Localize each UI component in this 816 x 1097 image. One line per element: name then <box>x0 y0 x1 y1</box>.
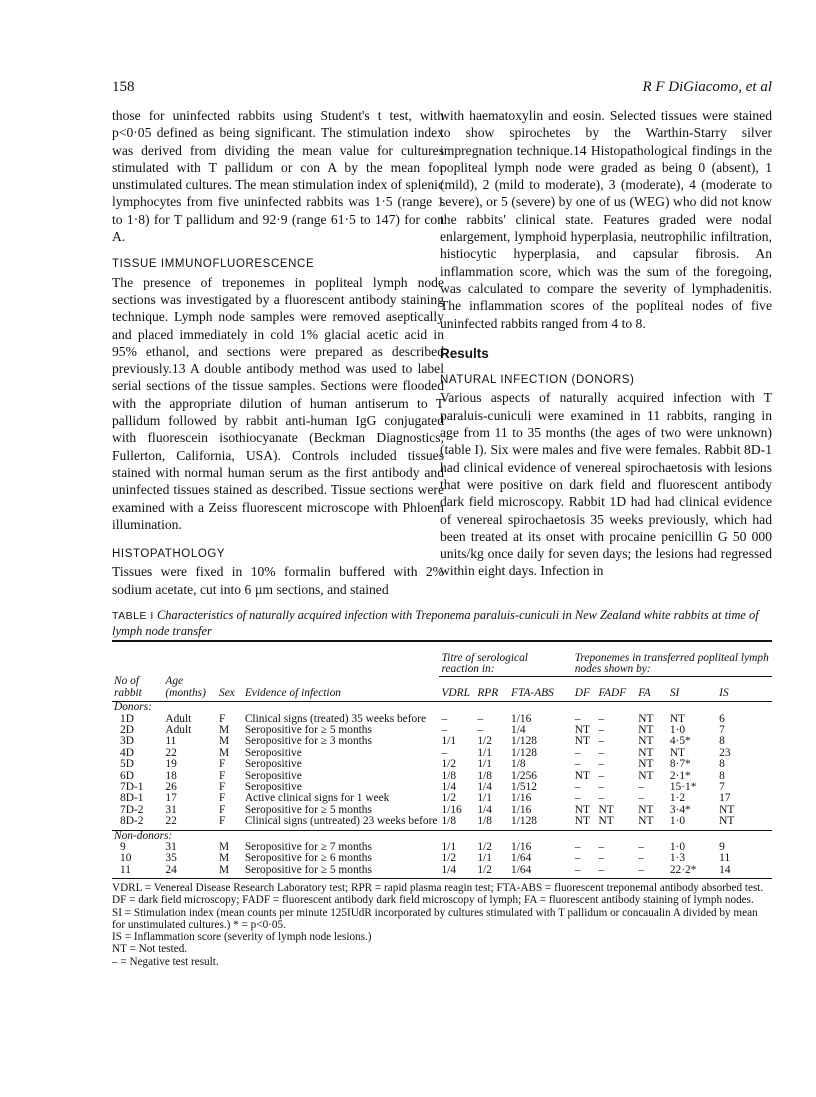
cell-vdrl: 1/4 <box>441 780 457 793</box>
cell-df: NT <box>574 723 590 736</box>
cell-age: 31 <box>165 841 177 853</box>
cell-vdrl: 1/8 <box>441 815 457 828</box>
col-header-evidence: Evidence of infection <box>244 686 341 699</box>
cell-evidence: Seropositive for ≥ 5 months <box>244 863 372 876</box>
running-header-authors: R F DiGiacomo, et al <box>642 79 772 95</box>
footnote: IS = Inflammation score (severity of lymph node lesions.) <box>112 931 372 944</box>
cell-rpr: 1/1 <box>477 758 492 771</box>
cell-si: 8·7* <box>669 758 691 771</box>
cell-si: NT <box>669 712 686 725</box>
cell-age: 19 <box>165 758 177 771</box>
cell-df: – <box>574 780 581 793</box>
cell-no: 7D-2 <box>120 803 144 816</box>
cell-sex: F <box>219 780 226 793</box>
cell-sex: F <box>219 769 226 782</box>
cell-evidence: Seropositive <box>244 780 302 793</box>
col-header-fadf: FADF <box>598 686 627 699</box>
cell-fa: NT <box>638 758 654 771</box>
tissue-paragraph: The presence of treponemes in popliteal lymph node sections was investigated by a fluorescent antibody staining technique. Lymph node samples were removed aseptically and placed immediately in cold 1% glacial acetic acid in 95% ethanol, and sections were prepared as described previously.13 A double antibody method was used to label serial sections of the tissue samples. Sections were flooded with the appropriate dilution of human antiserum to T pallidum followed by rabbit anti-human IgG conjugated with fluorescein isothiocyanate (Beckman Diagnostics, Fullerton, California, USA). Controls included tissues stained with normal human serum as the first antibody and uninfected tissues stained as described. Tissue sections were examined with a Zeiss fluorescent microscope with Phloem illumination. <box>112 274 444 532</box>
cell-fta: 1/16 <box>511 712 532 725</box>
cell-df: – <box>574 792 581 805</box>
col-header-is: IS <box>719 686 729 699</box>
cell-rpr: – <box>477 723 484 736</box>
table-label: TABLE I <box>112 610 154 622</box>
cell-fadf: – <box>598 712 605 725</box>
cell-rpr: 1/2 <box>477 841 492 853</box>
col-header-df: DF <box>574 686 590 699</box>
cell-vdrl: 1/2 <box>441 758 457 771</box>
cell-si: 1·3 <box>669 852 686 865</box>
cell-is: 8 <box>719 769 725 782</box>
cell-age: 11 <box>165 735 177 748</box>
col-header-fta: FTA-ABS <box>511 686 554 699</box>
footnote: VDRL = Venereal Disease Research Laboratory test; RPR = rapid plasma reagin test; FTA-ABS = fluorescent treponemal antibody absorbed test. <box>112 882 764 894</box>
cell-is: 17 <box>719 792 731 805</box>
cell-vdrl: 1/16 <box>441 803 462 816</box>
cell-fa: NT <box>638 712 654 725</box>
cell-evidence: Seropositive <box>244 769 302 782</box>
cell-df: – <box>574 852 581 865</box>
cell-fta: 1/64 <box>511 852 532 865</box>
cell-vdrl: 1/1 <box>441 735 457 748</box>
donors-group-label: Donors: <box>114 701 152 714</box>
table-footnotes <box>112 882 772 968</box>
cell-age: Adult <box>165 723 192 736</box>
histo-heading: HISTOPATHOLOGY <box>112 548 226 561</box>
cell-fadf: – <box>598 841 605 853</box>
cell-df: – <box>574 841 581 853</box>
cell-age: 18 <box>165 769 177 782</box>
cell-is: 7 <box>719 723 725 736</box>
cell-fadf: – <box>598 792 605 805</box>
cell-evidence: Clinical signs (untreated) 23 weeks before <box>244 815 438 828</box>
cell-age: 22 <box>165 815 177 828</box>
cell-sex: F <box>219 803 226 816</box>
col-header-fa: FA <box>638 686 651 699</box>
cell-fa: – <box>638 863 644 876</box>
cell-is: 11 <box>719 852 731 865</box>
cell-fta: 1/256 <box>511 769 537 782</box>
cell-no: 10 <box>120 852 132 865</box>
cell-age: 31 <box>165 803 177 816</box>
cell-rpr: 1/1 <box>477 792 492 805</box>
histo-continued: with haematoxylin and eosin. Selected tissues were stained to show spirochetes by the Warthin-Starry silver impregnation technique.14 Histopathological findings in the popliteal lymph node were graded as being 0 (absent), 1 (mild), 2 (mild to moderate), 3 (moderate), 4 (moderate to severe), or 5 (severe) by one of us (WEG) who did not know the rabbits' clinical state. Features graded were nodal enlargement, lymphoid hyperplasia, neutrophilic infiltration, histiocytic hyperplasia, and capsular fibrosis. An inflammation score, which was the sum of the foregoing, was calculated to compare the severity of lymphadenitis. The inflammation scores of the popliteal nodes of five uninfected rabbits ranged from 4 to 8. <box>440 108 772 331</box>
cell-fadf: – <box>598 735 605 748</box>
cell-df: NT <box>574 735 590 748</box>
treponemes-group-header: Treponemes in transferred popliteal lymph nodes shown by: <box>565 645 772 676</box>
cell-is: 6 <box>719 712 725 725</box>
cell-sex: F <box>219 712 226 725</box>
cell-si: 22·2* <box>669 863 697 876</box>
natural-infection-heading: NATURAL INFECTION (DONORS) <box>440 374 635 387</box>
cell-rpr: 1/8 <box>477 815 492 828</box>
cell-age: 24 <box>165 863 177 876</box>
page-number: 158 <box>112 79 135 95</box>
cell-fta: 1/16 <box>511 803 532 816</box>
col-header-sex: Sex <box>219 686 235 699</box>
cell-df: – <box>574 863 581 876</box>
cell-sex: F <box>219 815 226 828</box>
cell-df: NT <box>574 769 590 782</box>
natural-infection-paragraph: Various aspects of naturally acquired infection with T paraluis-cuniculi were examined in 11 rabbits, ranging in age from 11 to 35 months (the ages of two were unknown) (table I). Six were males and five were females. Rabbit 8D-1 had clinical evidence of venereal spirochaetosis with lesions that were positive on dark field and fluorescent antibody dark field microscopy. Rabbit 1D had had clinical evidence of venereal spirochaetosis 35 weeks previously, which had been treated at its onset with procaine penicillin G 50 000 units/kg once daily for seven days; the lesions had regressed within eight days. Infection in <box>440 390 772 579</box>
cell-age: 22 <box>165 746 177 759</box>
cell-no: 8D-1 <box>120 792 144 805</box>
cell-si: 1·0 <box>669 841 686 853</box>
cell-evidence: Active clinical signs for 1 week <box>244 792 390 805</box>
cell-age: Adult <box>165 712 192 725</box>
results-heading: Results <box>440 345 489 361</box>
cell-si: NT <box>669 746 686 759</box>
col-header-no: No of rabbit <box>114 675 142 699</box>
cell-vdrl: 1/1 <box>441 841 457 853</box>
cell-is: 8 <box>719 758 725 771</box>
cell-evidence: Seropositive for ≥ 3 months <box>244 735 372 748</box>
col-header-age: Age (months) <box>165 675 206 699</box>
table-row <box>112 759 772 770</box>
cell-fa: – <box>638 792 644 805</box>
cell-fta: 1/128 <box>511 746 537 759</box>
cell-rpr: 1/2 <box>477 863 492 876</box>
cell-fadf: NT <box>598 803 614 816</box>
cell-fa: NT <box>638 769 654 782</box>
cell-fadf: – <box>598 780 605 793</box>
cell-sex: M <box>219 852 230 865</box>
cell-age: 35 <box>165 852 177 865</box>
cell-no: 6D <box>120 769 134 782</box>
cell-is: 23 <box>719 746 731 759</box>
cell-fadf: – <box>598 769 605 782</box>
cell-si: 2·1* <box>669 769 691 782</box>
cell-sex: M <box>219 841 230 853</box>
cell-is: 7 <box>719 780 725 793</box>
cell-rpr: – <box>477 712 484 725</box>
table-1 <box>112 640 772 879</box>
cell-vdrl: – <box>441 712 448 725</box>
cell-fadf: – <box>598 746 605 759</box>
cell-evidence: Seropositive for ≥ 5 months <box>244 803 372 816</box>
cell-si: 4·5* <box>669 735 691 748</box>
footnote: DF = dark field microscopy; FADF = fluorescent antibody dark field microscopy of lymph; FA = fluorescent antibody staining of lymph nodes. <box>112 894 754 907</box>
cell-fta: 1/64 <box>511 863 532 876</box>
cell-si: 3·4* <box>669 803 691 816</box>
table-caption-text: Characteristics of naturally acquired infection with Treponema paraluis-cuniculi in New Zealand white rabbits at time of lymph node transfer <box>112 608 759 638</box>
cell-vdrl: – <box>441 746 448 759</box>
cell-is: NT <box>719 815 735 828</box>
cell-sex: M <box>219 723 230 736</box>
cell-no: 11 <box>120 863 131 876</box>
left-column <box>112 107 444 598</box>
cell-is: 14 <box>719 863 731 876</box>
cell-fadf: – <box>598 863 605 876</box>
cell-df: NT <box>574 815 590 828</box>
cell-si: 1·2 <box>669 792 686 805</box>
tissue-heading: TISSUE IMMUNOFLUORESCENCE <box>112 258 315 271</box>
cell-no: 5D <box>120 758 134 771</box>
right-column <box>440 107 772 580</box>
cell-no: 7D-1 <box>120 780 144 793</box>
cell-evidence: Seropositive <box>244 746 302 759</box>
cell-sex: M <box>219 735 230 748</box>
intro-paragraph: those for uninfected rabbits using Student's t test, with p<0·05 defined as being significant. The stimulation index was derived from dividing the mean value for cultures stimulated with T pallidum or con A by the mean for unstimulated cultures. The mean stimulation index of splenic lymphocytes from five uninfected rabbits was 1·5 (range 1 to 1·8) for T pallidum and 92·9 (range 61·5 to 147) for con A. <box>112 108 444 245</box>
cell-age: 17 <box>165 792 177 805</box>
cell-no: 4D <box>120 746 134 759</box>
footnote: NT = Not tested. <box>112 943 188 956</box>
cell-fa: – <box>638 780 644 793</box>
cell-rpr: 1/2 <box>477 735 492 748</box>
cell-evidence: Seropositive for ≥ 5 months <box>244 723 372 736</box>
cell-vdrl: 1/4 <box>441 863 457 876</box>
cell-fa: NT <box>638 815 654 828</box>
cell-no: 2D <box>120 723 134 736</box>
cell-fa: NT <box>638 735 654 748</box>
cell-df: – <box>574 712 581 725</box>
histo-paragraph: Tissues were fixed in 10% formalin buffered with 2% sodium acetate, cut into 6 µm sections, and stained <box>112 564 444 597</box>
cell-df: – <box>574 746 581 759</box>
cell-no: 3D <box>120 735 134 748</box>
cell-is: NT <box>719 803 735 816</box>
cell-evidence: Seropositive <box>244 758 302 771</box>
cell-df: NT <box>574 803 590 816</box>
cell-fta: 1/16 <box>511 841 532 853</box>
cell-evidence: Clinical signs (treated) 35 weeks before <box>244 712 427 725</box>
cell-is: 9 <box>719 841 725 853</box>
cell-rpr: 1/1 <box>477 852 492 865</box>
cell-is: 8 <box>719 735 725 748</box>
titre-group-header: Titre of serological reaction in: <box>439 645 564 676</box>
cell-vdrl: 1/2 <box>441 852 457 865</box>
cell-sex: M <box>219 863 230 876</box>
cell-si: 1·0 <box>669 815 686 828</box>
cell-vdrl: – <box>441 723 448 736</box>
col-header-vdrl: VDRL <box>441 686 470 699</box>
col-header-si: SI <box>669 686 680 699</box>
table-row <box>112 865 772 876</box>
cell-fa: – <box>638 852 644 865</box>
cell-fta: 1/512 <box>511 780 537 793</box>
cell-vdrl: 1/2 <box>441 792 457 805</box>
table-row <box>112 816 772 827</box>
cell-fa: NT <box>638 746 654 759</box>
cell-si: 15·1* <box>669 780 697 793</box>
footnote: – = Negative test result. <box>112 955 219 968</box>
cell-fadf: NT <box>598 815 614 828</box>
cell-sex: F <box>219 758 226 771</box>
cell-fa: NT <box>638 803 654 816</box>
cell-rpr: 1/1 <box>477 746 492 759</box>
cell-fta: 1/4 <box>511 723 526 736</box>
footnote: SI = Stimulation index (mean counts per minute 125IUdR incorporated by cultures stimulated with T pallidum or concaualin A divided by mean for unstimulated cultures.) * = p<0·05. <box>112 906 758 931</box>
cell-fa: NT <box>638 723 654 736</box>
col-header-rpr: RPR <box>477 686 499 699</box>
cell-fta: 1/16 <box>511 792 532 805</box>
cell-fadf: – <box>598 758 605 771</box>
cell-no: 8D-2 <box>120 815 144 828</box>
cell-fadf: – <box>598 852 605 865</box>
cell-rpr: 1/4 <box>477 803 492 816</box>
cell-fa: – <box>638 841 644 853</box>
cell-no: 9 <box>120 841 126 853</box>
cell-rpr: 1/4 <box>477 780 492 793</box>
cell-sex: F <box>219 792 226 805</box>
cell-sex: M <box>219 746 230 759</box>
cell-fta: 1/8 <box>511 758 526 771</box>
cell-df: – <box>574 758 581 771</box>
cell-vdrl: 1/8 <box>441 769 457 782</box>
table-caption <box>112 608 772 639</box>
cell-rpr: 1/8 <box>477 769 492 782</box>
cell-si: 1·0 <box>669 723 686 736</box>
cell-fadf: – <box>598 723 605 736</box>
cell-no: 1D <box>120 712 134 725</box>
cell-fta: 1/128 <box>511 735 537 748</box>
nondonors-group-label: Non-donors: <box>114 829 173 842</box>
cell-evidence: Seropositive for ≥ 6 months <box>244 852 372 865</box>
cell-evidence: Seropositive for ≥ 7 months <box>244 841 372 853</box>
cell-age: 26 <box>165 780 177 793</box>
cell-fta: 1/128 <box>511 815 537 828</box>
